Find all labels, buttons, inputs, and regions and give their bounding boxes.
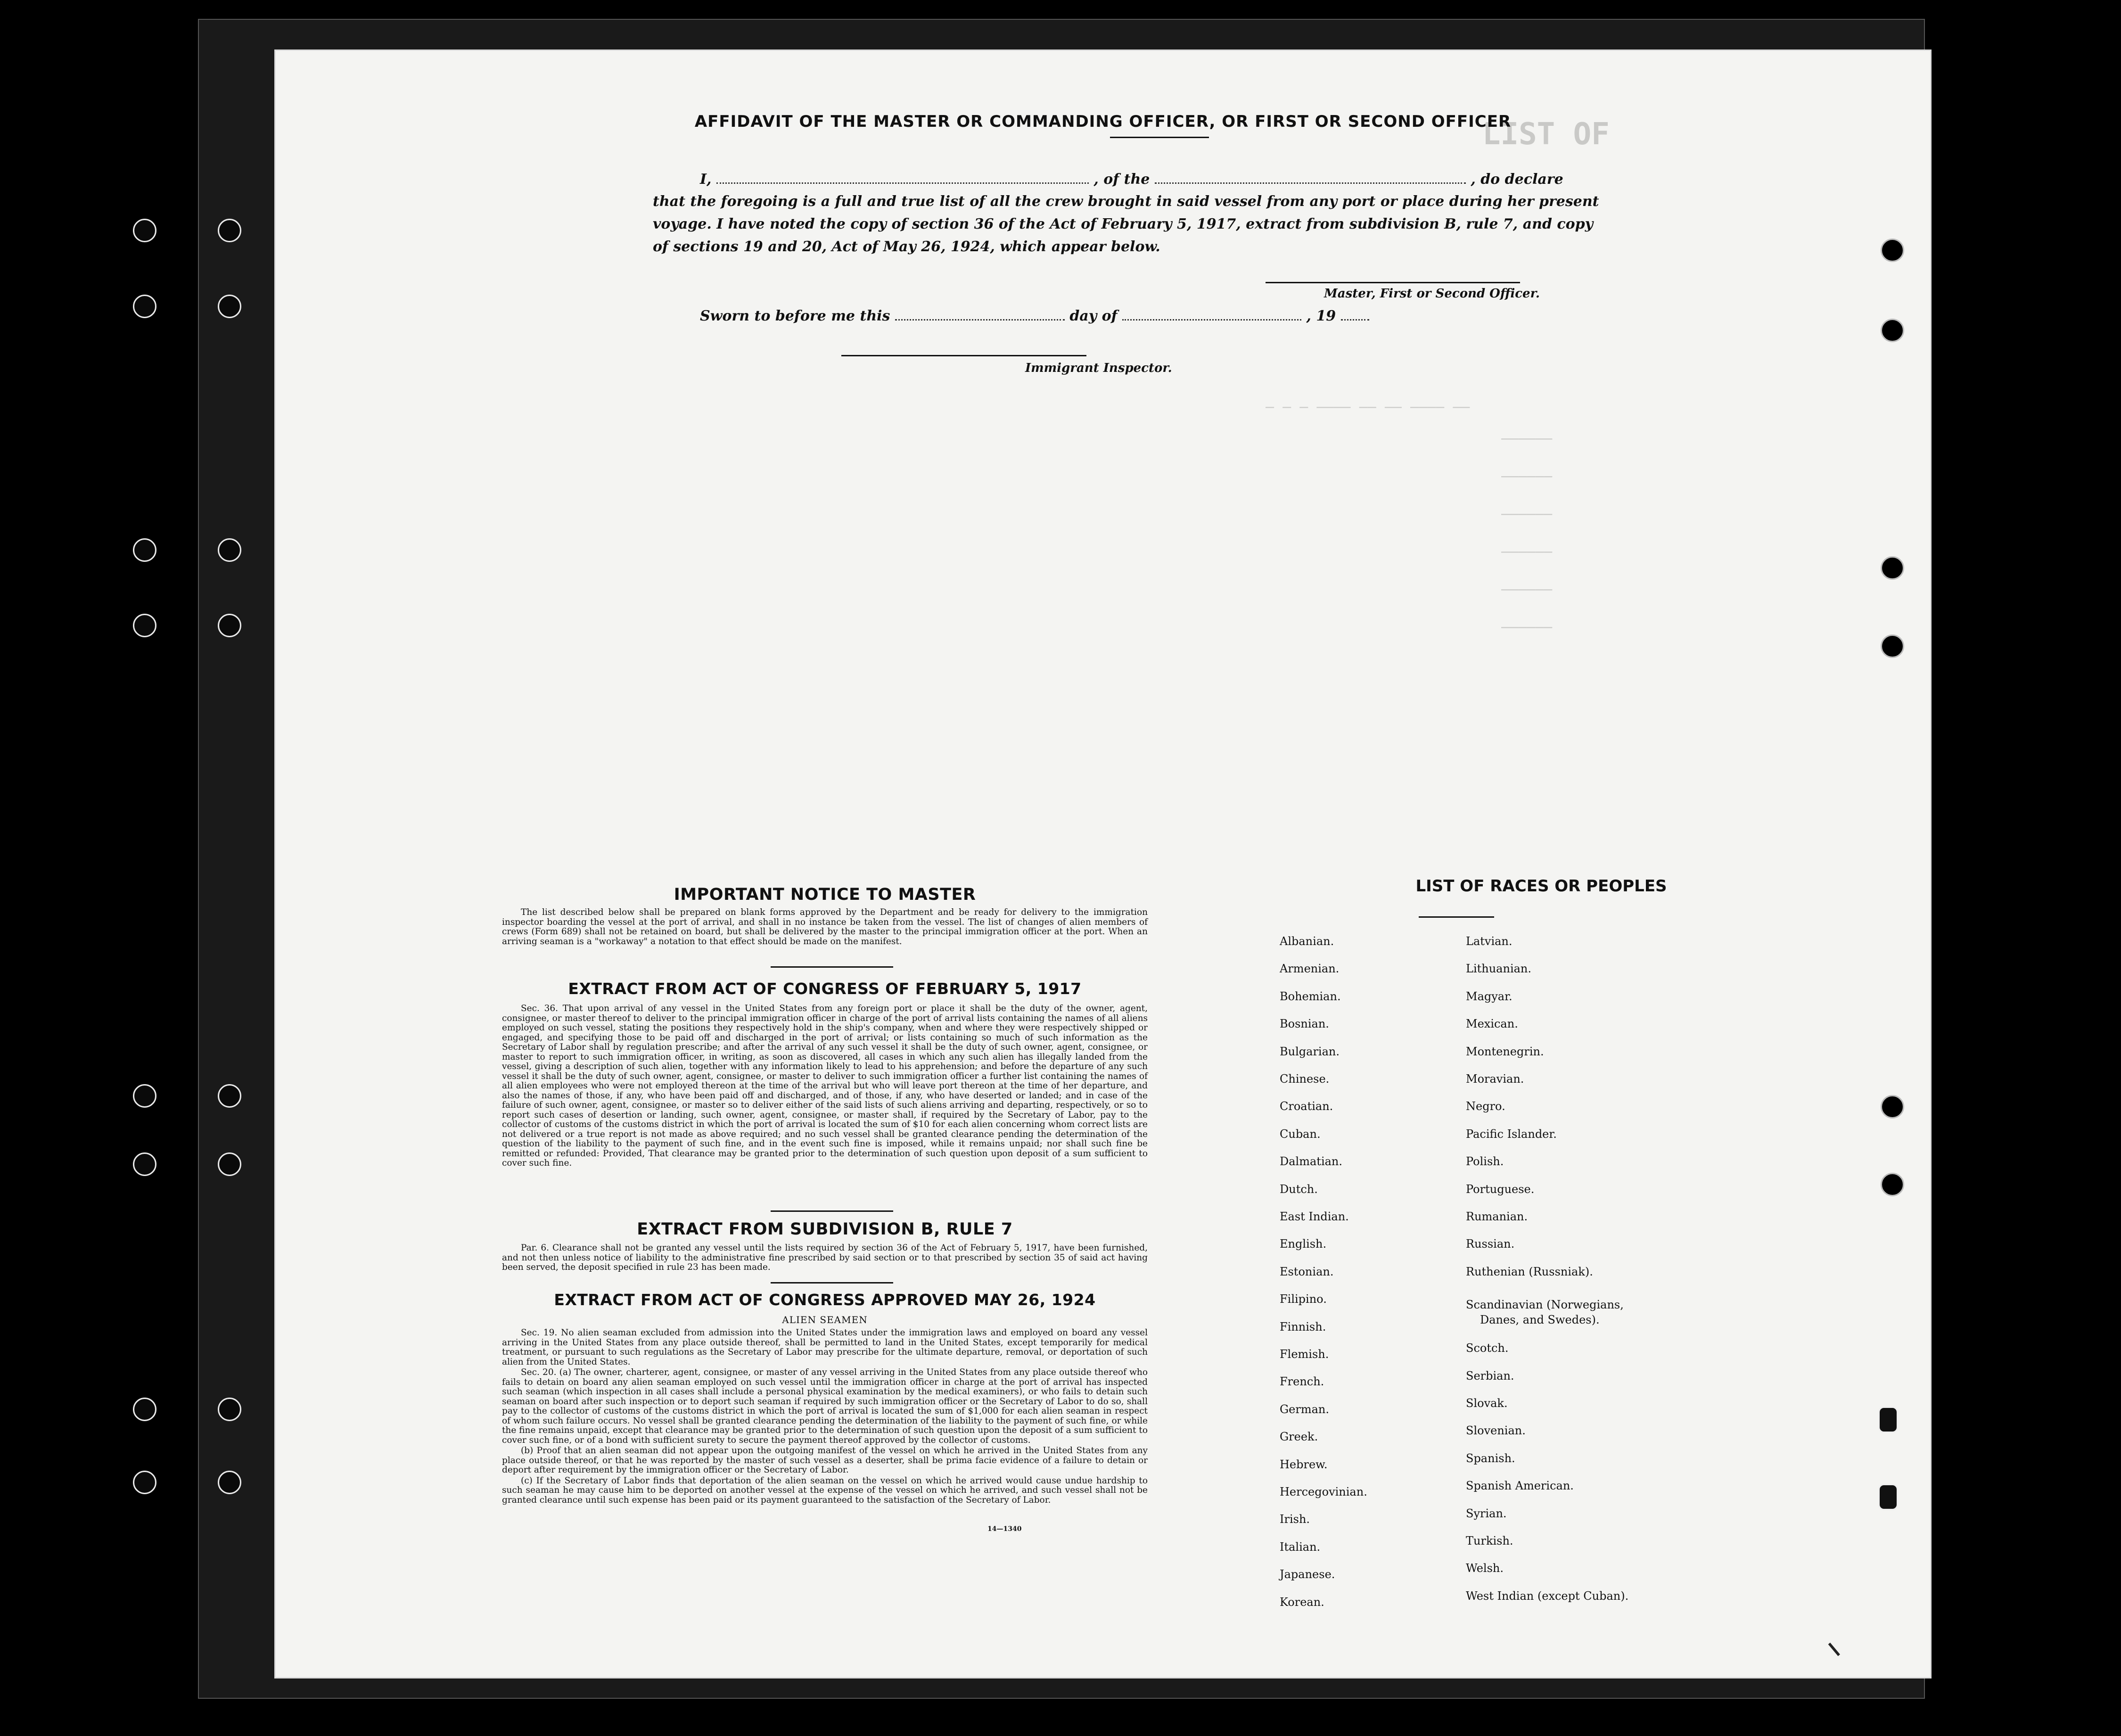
punch-hole [218,295,241,318]
inspector-signature-field[interactable] [841,355,1086,356]
race-item: Polish. [1466,1155,1504,1168]
races-title-rule [1419,916,1494,918]
race-item: Rumanian. [1466,1210,1528,1223]
race-item: Scandinavian (Norwegians, [1466,1298,1624,1312]
punch-hole [1881,1095,1904,1119]
race-item: Slovak. [1466,1397,1508,1410]
section-rule [771,1282,893,1283]
race-item: Irish. [1280,1513,1310,1526]
race-item: Flemish. [1280,1348,1329,1361]
extract-1924-text [502,1328,1148,1506]
punch-hole [218,1471,241,1494]
race-item: Moravian. [1466,1072,1524,1086]
race-item: Dutch. [1280,1182,1318,1196]
punch-hole [218,1152,241,1176]
declaration-line-1: that the foregoing is a full and true list of all the crew brought in said vessel from any port or place during her present [653,193,1599,210]
bleed-through-text: —————— [1501,430,1553,447]
race-item: German. [1280,1402,1329,1416]
handwritten-check-mark: ᐠ [1826,1635,1842,1678]
bleed-through-text: —————— [1501,581,1553,598]
punch-hole [218,219,241,242]
race-item: Bosnian. [1280,1017,1329,1031]
race-item: Turkish. [1466,1534,1513,1547]
inspector-caption: Immigrant Inspector. [1025,361,1172,375]
race-item: Greek. [1280,1430,1318,1444]
race-item: Portuguese. [1466,1182,1535,1196]
race-item: French. [1280,1375,1324,1389]
race-item: Serbian. [1466,1369,1514,1382]
notice-title: IMPORTANT NOTICE TO MASTER [674,885,976,904]
notice-text [502,908,1148,947]
master-signature-field[interactable] [1266,282,1520,283]
punch-hole [133,1152,156,1176]
sec19-paragraph: Sec. 19. No alien seaman excluded from admission into the United States under the immigration laws and employed on board any vessel arriving in the United States from any place outside thereof, shall be permitted to land in the United States, except temporarily for medical treatment, or pursuant to such regulations as the Secretary of Labor may prescribe for the ultimate departure, removal, or deportation of such alien from the United States. [502,1328,1148,1367]
race-item: Estonian. [1280,1265,1334,1278]
race-item: Pacific Islander. [1466,1127,1557,1141]
race-item: Welsh. [1466,1562,1504,1575]
punch-hole [133,1471,156,1494]
punch-hole [133,1084,156,1108]
punch-hole [218,1398,241,1421]
form-number: 14—1340 [987,1525,1022,1533]
declarant-line [700,171,1563,188]
punch-hole [1881,1173,1904,1196]
punch-hole [133,614,156,637]
race-item: Montenegrin. [1466,1045,1544,1058]
race-item: Negro. [1466,1100,1505,1113]
sworn-label: Sworn to before me this [700,308,890,324]
master-caption: Master, First or Second Officer. [1324,287,1540,301]
sworn-month-field[interactable] [1122,318,1301,321]
punch-hole [133,219,156,242]
race-item: Spanish American. [1466,1479,1574,1493]
extract-1924-title: EXTRACT FROM ACT OF CONGRESS APPROVED MAY 26, 1924 [554,1291,1096,1309]
race-item: Bohemian. [1280,989,1341,1003]
race-item: Danes, and Swedes). [1480,1313,1600,1327]
race-item: Finnish. [1280,1320,1326,1333]
sec20c-paragraph: (c) If the Secretary of Labor finds that deportation of the alien seaman on the vessel on which he arrived would cause undue hardship to such seaman he may cause him to be deported on another vessel at the expense of the vessel on which he arrived, and such vessel shall not be granted clearance until such expense has been paid or its payment guaranteed to the satisfaction of the Secretary of Labor. [502,1475,1148,1505]
bleed-through-text: LIST OF [1482,117,1610,152]
section-rule [771,966,893,968]
declaration-line-2: voyage. I have noted the copy of section 36 of the Act of February 5, 1917, extract from subdivision B, rule 7, and copy [653,216,1594,232]
punch-hole [133,295,156,318]
race-item: English. [1280,1237,1327,1251]
race-item: Syrian. [1466,1506,1507,1520]
race-item: Mexican. [1466,1017,1518,1031]
punch-hole [1881,319,1904,342]
race-item: Italian. [1280,1540,1321,1554]
race-item: Hercegovinian. [1280,1485,1367,1498]
sec20a-paragraph: Sec. 20. (a) The owner, charterer, agent, consignee, or master of any vessel arriving in the United States from any place outside thereof who fails to detain on board any alien seaman employed on such vessel until the immigration officer in charge at the port of arrival has inspected such seaman (which inspection in all cases shall include a personal physical examination by the medical examiners), or who fails to detain such seaman on board after such inspection or to deport such seaman if required by such immigration officer or the Secretary of Labor to do so, shall pay to the collector of customs of the customs district in which the port of arrival is located the sum of $1,000 for each alien seaman in respect of whom such failure occurs. No vessel shall be granted clearance pending the determination of the liability to the payment of such fine, or while the fine remains unpaid, except that clearance may be granted prior to the determination of such question upon the deposit of a sum sufficient to cover such fine, or of a bond with sufficient surety to secure the payment thereof approved by the collector of customs. [502,1367,1148,1445]
race-item: Slovenian. [1466,1424,1526,1438]
race-item: Spanish. [1466,1451,1515,1465]
race-item: Bulgarian. [1280,1045,1340,1058]
punch-hole [133,538,156,562]
declarant-name-field[interactable] [716,181,1089,184]
binder-slot [1878,1484,1898,1510]
extract-1917-text [502,1004,1148,1169]
race-item: Russian. [1466,1237,1515,1251]
race-item: Latvian. [1466,935,1513,948]
bleed-through-text: —————— [1501,506,1553,522]
punch-hole [218,538,241,562]
races-title: LIST OF RACES OR PEOPLES [1415,877,1667,896]
form-page [276,51,1930,1677]
rule7-text [502,1243,1148,1274]
vessel-name-field[interactable] [1155,181,1466,184]
race-item: Japanese. [1280,1568,1335,1581]
punch-hole [1881,634,1904,658]
sec20b-paragraph: (b) Proof that an alien seaman did not appear upon the outgoing manifest of the vessel on which he arrived in the United States from any place outside thereof, or that he was reported by the master of such vessel as a deserter, shall be prima facie evidence of a failure to detain or deport after requirement by the immigration officer or the Secretary of Labor. [502,1446,1148,1475]
sworn-year-field[interactable] [1341,318,1369,321]
race-item: Armenian. [1280,962,1340,976]
par6-paragraph: Par. 6. Clearance shall not be granted any vessel until the lists required by section 36 of the Act of February 5, 1917, have been furnished, and not then unless notice of liability to the administrative fine prescribed by said section or to that prescribed by section 35 of said act having been served, the deposit specified in rule 23 has been made. [502,1243,1148,1272]
race-item: Lithuanian. [1466,962,1532,976]
punch-hole [218,1084,241,1108]
punch-hole [133,1398,156,1421]
punch-hole [1881,239,1904,262]
sworn-day-field[interactable] [895,318,1065,321]
declaration-line-3: of sections 19 and 20, Act of May 26, 1924, which appear below. [653,239,1160,255]
extract-1917-title: EXTRACT FROM ACT OF CONGRESS OF FEBRUARY 5, 1917 [568,979,1082,998]
race-item: East Indian. [1280,1210,1349,1223]
sworn-line [700,308,1369,324]
notice-paragraph: The list described below shall be prepared on blank forms approved by the Department and be ready for delivery to the immigration inspector boarding the vessel at the port of arrival, and shall in no instance be taken from the vessel. The list of changes of alien members of crews (Form 689) shall not be retained on board, but shall be delivered by the master to the principal immigration officer at the port. When an arriving seaman is a "workaway" a notation to that effect should be made on the manifest. [502,907,1148,946]
of-the-label: , of the [1093,171,1150,188]
race-item: Hebrew. [1280,1457,1328,1471]
race-item: West Indian (except Cuban). [1466,1589,1629,1603]
race-item: Filipino. [1280,1292,1327,1306]
race-item: Magyar. [1466,989,1513,1003]
bleed-through-text: —————— [1501,619,1553,635]
binder-slot [1878,1407,1898,1433]
race-item: Albanian. [1280,935,1334,948]
race-item: Korean. [1280,1595,1324,1609]
sec36-paragraph: Sec. 36. That upon arrival of any vessel in the United States from any foreign port or place it shall be the duty of the owner, agent, consignee, or master thereof to deliver to the principal immigration officer in charge of the port of arrival lists containing the names of all aliens employed on such vessel, stating the positions they respectively hold in the ship's company, when and where they were respectively shipped or engaged, and specifying those to be paid off and discharged in the port of arrival; or lists containing so much of such information as the Secretary of Labor shall by regulation prescribe; and after the arrival of any such vessel it shall be the duty of such owner, agent, consignee, or master to report to such immigration officer, in writing, as soon as discovered, all cases in which any such alien has illegally landed from the vessel, giving a description of such alien, together with any information likely to lead to his apprehension; and before the departure of any such vessel it shall be the duty of such owner, agent, consignee, or master to deliver to such immigration officer a further list containing the names of all alien employees who were not employed thereon at the time of the arrival but who will leave port thereon at the time of her departure, and also the names of those, if any, who have been paid off and discharged, and of those, if any, who have deserted or landed; and in case of the failure of such owner, agent, consignee, or master so to deliver either of the said lists of such aliens arriving and departing, respectively, or so to report such cases of desertion or landing, such owner, agent, consignee, or master shall, if required by the Secretary of Labor, pay to the collector of customs of the customs district in which the port of arrival is located the sum of $10 for each alien concerning whom correct lists are not delivered or a true report is not made as above required; and no such vessel shall be granted clearance pending the determination of the question of the liability to the payment of such fine, and in the event such fine is imposed, while it remains unpaid; nor shall such fine be remitted or refunded: Provided, That clearance may be granted prior to the determination of such question upon deposit of a sum sufficient to cover such fine. [502,1004,1148,1168]
race-item: Croatian. [1280,1100,1333,1113]
do-declare-label: , do declare [1471,171,1563,188]
bleed-through-text: —————— [1501,468,1553,485]
year-label: , 19 [1306,308,1336,324]
bleed-through-text: —————— [1501,543,1553,560]
affidavit-title: AFFIDAVIT OF THE MASTER OR COMMANDING OFFICER, OR FIRST OR SECOND OFFICER [694,112,1512,131]
race-item: Ruthenian (Russniak). [1466,1265,1593,1278]
title-rule [1110,137,1209,138]
race-item: Dalmatian. [1280,1155,1343,1168]
punch-hole [218,614,241,637]
i-label: I, [700,171,712,188]
race-item: Chinese. [1280,1072,1330,1086]
punch-hole [1881,556,1904,580]
race-item: Scotch. [1466,1341,1509,1355]
section-rule [771,1210,893,1212]
rule7-title: EXTRACT FROM SUBDIVISION B, RULE 7 [637,1220,1013,1239]
bleed-through-text: — — — ———— —— —— ———— —— [1266,399,1470,415]
day-of-label: day of [1069,308,1118,324]
alien-seamen-subtitle: ALIEN SEAMEN [782,1314,868,1325]
race-item: Cuban. [1280,1127,1321,1141]
